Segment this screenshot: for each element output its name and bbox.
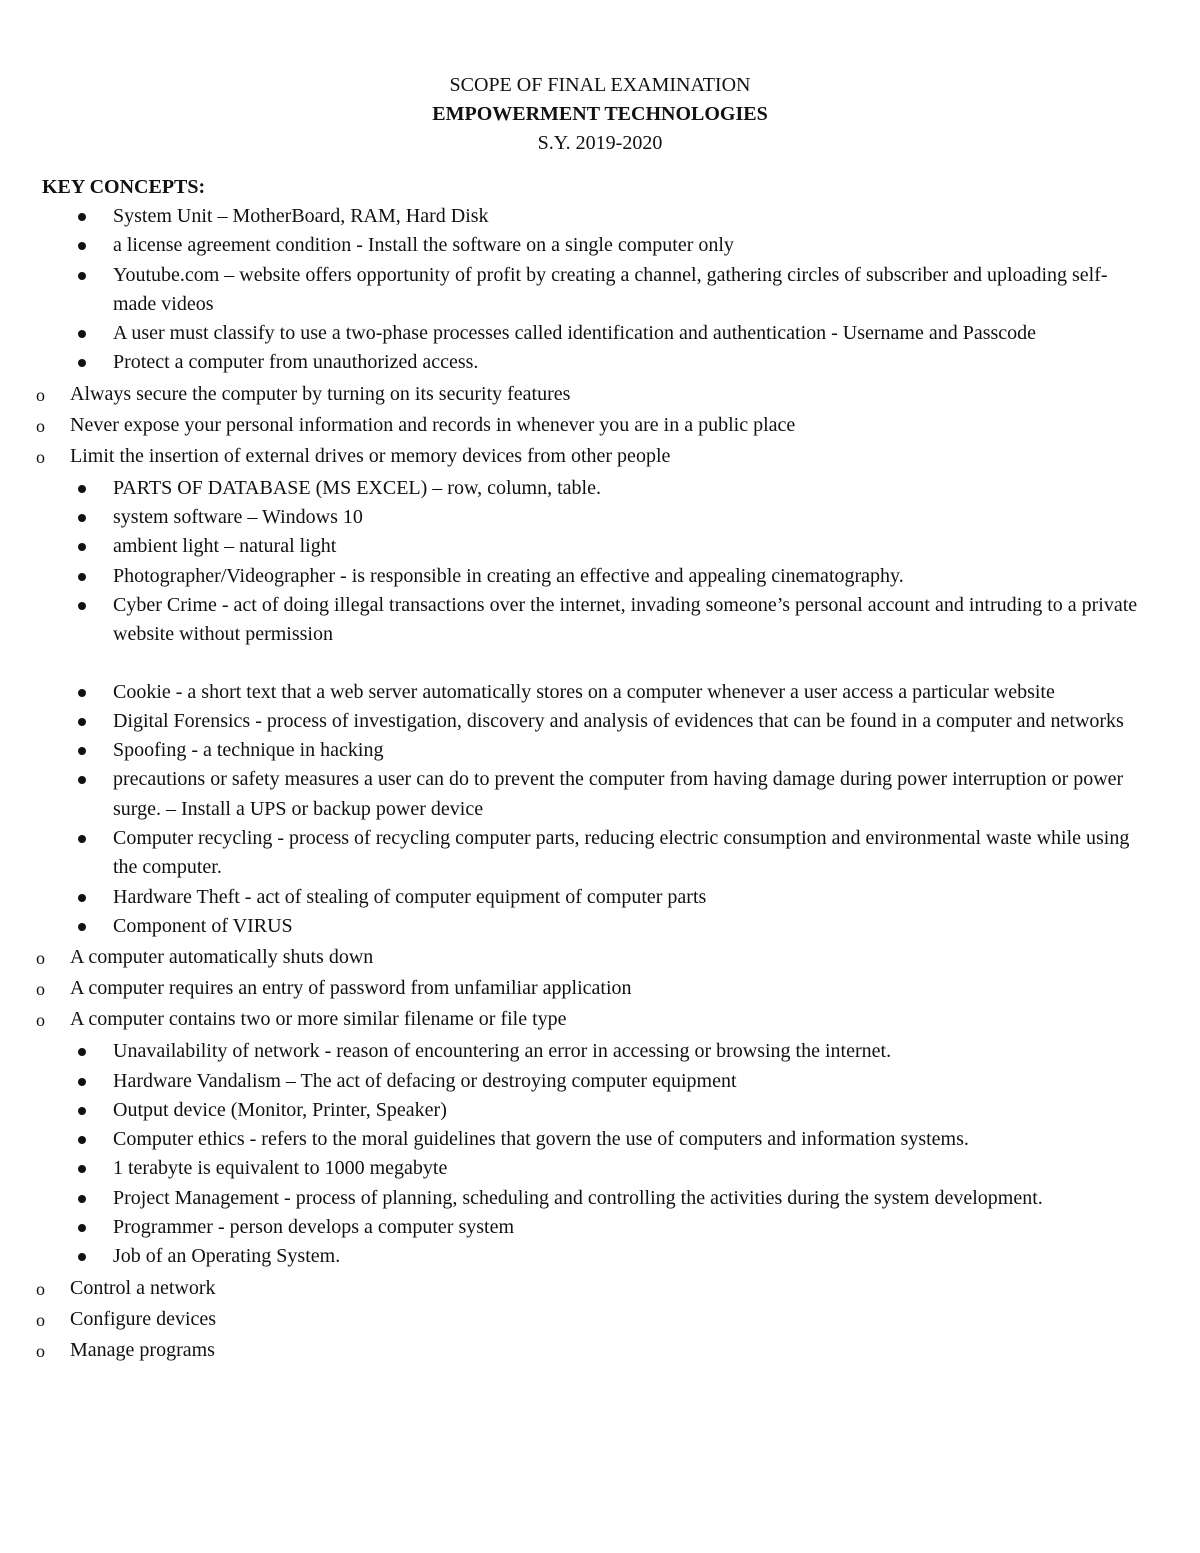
- bullet-icon: [78, 718, 86, 726]
- sub-list-item: [0, 379, 1150, 410]
- bullet-icon: [78, 485, 86, 493]
- list-item-text: A user must classify to use a two-phase processes called identification and authentication - Username and Passcode: [113, 322, 1037, 345]
- sub-list-item: [0, 410, 1150, 441]
- bullet-icon: [78, 272, 86, 280]
- sub-list-item-text: Control a network: [70, 1276, 216, 1299]
- list-item-text: Spoofing - a technique in hacking: [113, 739, 384, 762]
- bullet-icon: [78, 1048, 86, 1056]
- sub-list-item: [0, 1273, 1150, 1304]
- circle-bullet-icon: o: [36, 979, 45, 1000]
- bullet-icon: [78, 1078, 86, 1086]
- list-item: [0, 532, 1200, 561]
- list-item: [0, 736, 1200, 765]
- list-item: [0, 678, 1200, 707]
- bullet-icon: [78, 543, 86, 551]
- list-item: [0, 348, 1200, 471]
- blank-line: [0, 650, 1200, 678]
- list-item-text: System Unit – MotherBoard, RAM, Hard Disk: [113, 205, 489, 227]
- bullet-icon: [78, 514, 86, 522]
- bullet-icon: [78, 602, 86, 610]
- circle-bullet-icon: o: [36, 948, 45, 969]
- sub-list-item: [0, 1004, 1150, 1035]
- list-item: [0, 1184, 1200, 1213]
- list-item: [0, 824, 1200, 883]
- list-item-text: Cookie - a short text that a web server automatically stores on a computer whenever a user access a particular website: [113, 680, 1055, 703]
- bullet-icon: [78, 923, 86, 931]
- bullet-icon: [78, 835, 86, 843]
- bullet-icon: [78, 689, 86, 697]
- list-item: [0, 1242, 1200, 1365]
- bullet-icon: [78, 213, 86, 221]
- list-item-text: Computer recycling - process of recycling computer parts, reducing electric consumption and environmental waste while using the computer.: [113, 827, 1130, 879]
- list-item-text: precautions or safety measures a user can do to prevent the computer from having damage during power interruption or power surge. – Install a UPS or backup power device: [113, 768, 1124, 820]
- list-item-text: ambient light – natural light: [113, 535, 337, 558]
- list-item-text: Project Management - process of planning, scheduling and controlling the activities during the system development.: [113, 1186, 1043, 1209]
- sub-list-item-text: Limit the insertion of external drives or memory devices from other people: [70, 444, 671, 467]
- list-item: [0, 231, 1200, 260]
- sub-list-item-text: A computer requires an entry of password from unfamiliar application: [70, 977, 632, 1000]
- circle-bullet-icon: o: [36, 415, 45, 436]
- circle-bullet-icon: o: [36, 1340, 45, 1361]
- list-item: [0, 1067, 1200, 1096]
- sub-list-item: [0, 973, 1150, 1004]
- bullet-icon: [78, 1224, 86, 1232]
- list-item-text: Programmer - person develops a computer system: [113, 1216, 515, 1239]
- list-item-text: PARTS OF DATABASE (MS EXCEL) – row, column, table.: [113, 476, 601, 499]
- bullet-icon: [78, 242, 86, 250]
- list-item: [0, 474, 1200, 503]
- list-item: [0, 503, 1200, 532]
- sub-list: [0, 1273, 1150, 1366]
- sub-list: [0, 379, 1150, 472]
- list-item-text: 1 terabyte is equivalent to 1000 megabyte: [113, 1157, 448, 1180]
- bullet-icon: [78, 359, 86, 367]
- list-item-text: Hardware Theft - act of stealing of computer equipment of computer parts: [113, 885, 707, 908]
- bullet-icon: [78, 1165, 86, 1173]
- list-item: [0, 765, 1200, 824]
- bullet-icon: [78, 747, 86, 755]
- sub-list-item-text: Never expose your personal information and records in whenever you are in a public place: [70, 413, 796, 436]
- list-item-text: Cyber Crime - act of doing illegal transactions over the internet, invading someone’s personal account and intruding to a private website without permission: [113, 593, 1138, 646]
- list-item-text: Unavailability of network - reason of encountering an error in accessing or browsing the internet.: [113, 1040, 892, 1063]
- list-item-text: Output device (Monitor, Printer, Speaker): [113, 1098, 447, 1121]
- section-title: KEY CONCEPTS:: [42, 176, 206, 198]
- bullet-icon: [78, 776, 86, 784]
- list-item: [0, 591, 1200, 650]
- list-item-text: a license agreement condition - Install the software on a single computer only: [113, 234, 734, 257]
- key-concepts-list: [0, 202, 1200, 1368]
- list-item-text: Component of VIRUS: [113, 914, 293, 937]
- bullet-icon: [78, 330, 86, 338]
- list-item: [0, 202, 1200, 231]
- list-item: [0, 261, 1200, 320]
- bullet-icon: [78, 1136, 86, 1144]
- list-item: [0, 1213, 1200, 1242]
- list-item: [0, 883, 1200, 912]
- list-item-text: Computer ethics - refers to the moral guidelines that govern the use of computers and information systems.: [113, 1128, 969, 1151]
- document-subject-title: EMPOWERMENT TECHNOLOGIES: [432, 103, 768, 125]
- list-item-text: Job of an Operating System.: [113, 1245, 341, 1268]
- list-item-text: Youtube.com – website offers opportunity of profit by creating a channel, gathering circles of subscriber and uploading self-made videos: [113, 263, 1108, 315]
- circle-bullet-icon: o: [36, 1278, 45, 1299]
- sub-list-item-text: Configure devices: [70, 1307, 217, 1330]
- sub-list-item-text: A computer contains two or more similar filename or file type: [70, 1008, 567, 1031]
- circle-bullet-icon: o: [36, 1010, 45, 1031]
- school-year: S.Y. 2019-2020: [537, 132, 663, 154]
- list-item-text: Digital Forensics - process of investigation, discovery and analysis of evidences that can be found in a computer and networks: [113, 709, 1124, 732]
- sub-list-item: [0, 942, 1150, 973]
- list-item: [0, 562, 1200, 591]
- list-item: [0, 1154, 1200, 1183]
- sub-list-item-text: Always secure the computer by turning on its security features: [70, 382, 571, 405]
- list-item: [0, 912, 1200, 1035]
- list-item: [0, 1125, 1200, 1154]
- list-item-text: Protect a computer from unauthorized access.: [113, 351, 479, 374]
- bullet-icon: [78, 1195, 86, 1203]
- bullet-icon: [78, 894, 86, 902]
- sub-list-item-text: A computer automatically shuts down: [70, 946, 374, 969]
- list-item: [0, 1037, 1200, 1066]
- sub-list-item: [0, 1304, 1150, 1335]
- sub-list-item: [0, 1335, 1150, 1366]
- bullet-icon: [78, 573, 86, 581]
- sub-list: [0, 942, 1150, 1035]
- list-item: [0, 707, 1200, 736]
- sub-list-item: [0, 441, 1150, 472]
- list-item-text: Photographer/Videographer - is responsible in creating an effective and appealing cinematography.: [113, 564, 904, 587]
- sub-list-item-text: Manage programs: [70, 1338, 215, 1361]
- list-item-text: system software – Windows 10: [113, 506, 363, 529]
- document-heading: SCOPE OF FINAL EXAMINATION: [449, 74, 751, 96]
- bullet-icon: [78, 1253, 86, 1261]
- list-item: [0, 319, 1200, 348]
- bullet-icon: [78, 1107, 86, 1115]
- circle-bullet-icon: o: [36, 1309, 45, 1330]
- circle-bullet-icon: o: [36, 446, 45, 467]
- circle-bullet-icon: o: [36, 384, 45, 405]
- list-item: [0, 1096, 1200, 1125]
- list-item-text: Hardware Vandalism – The act of defacing or destroying computer equipment: [113, 1069, 737, 1092]
